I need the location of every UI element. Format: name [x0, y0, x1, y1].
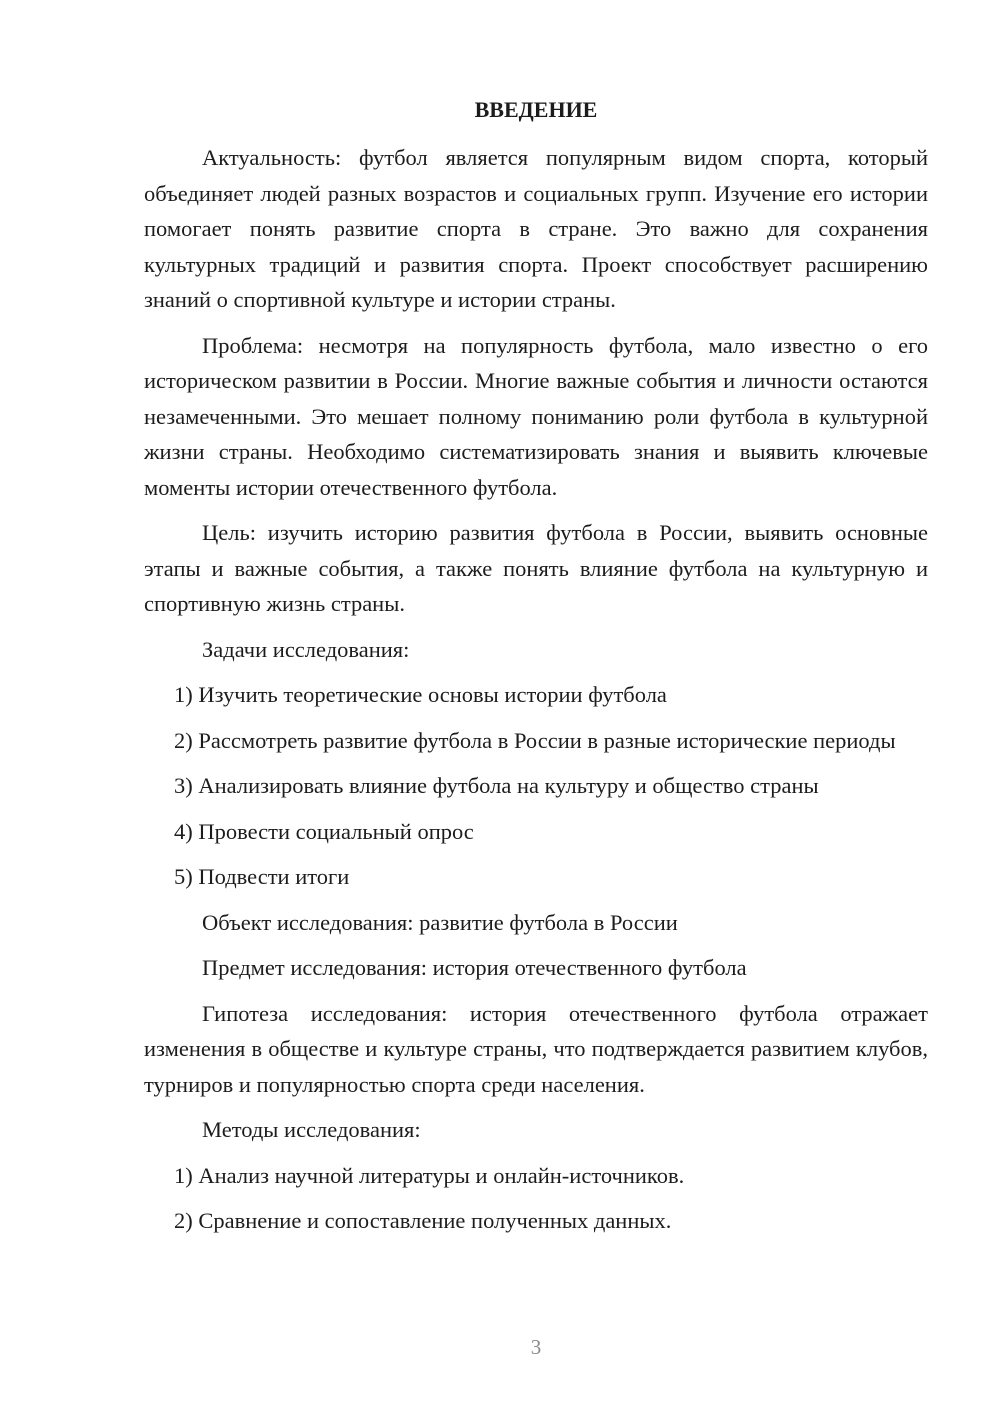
task-item: 3) Анализировать влияние футбола на культуру и общество страны: [174, 773, 819, 798]
page-number: 3: [530, 1335, 542, 1359]
task-item: 2) Рассмотреть развитие футбола в России в разные исторические периоды: [174, 727, 896, 753]
hypothesis-paragraph: Гипотеза исследования: история отечественного футбола отражает изменения в обществе и культуре страны, что подтверждается развитием клубов, турниров и популярностью спорта среди населения.: [144, 1000, 928, 1097]
methods-title: Методы исследования:: [202, 1117, 421, 1142]
subject-paragraph: Предмет исследования: история отечественного футбола: [202, 955, 747, 980]
tasks-title: Задачи исследования:: [202, 636, 410, 662]
object-paragraph: Объект исследования: развитие футбола в России: [202, 909, 678, 935]
task-item: 4) Провести социальный опрос: [174, 818, 474, 844]
page-body: [144, 94, 928, 1249]
relevance-paragraph: Актуальность: футбол является популярным видом спорта, который объединяет людей разных возрастов и социальных групп. Изучение его истории помогает понять развитие спорта в стране. Это важно для сохранения культурных традиций и развития спорта. Проект способствует расширению знаний о спортивной культуре и истории страны.: [144, 145, 928, 312]
goal-paragraph: Цель: изучить историю развития футбола в России, выявить основные этапы и важные события, а также понять влияние футбола на культурную и спортивную жизнь страны.: [144, 520, 928, 616]
method-item: 2) Сравнение и сопоставление полученных данных.: [174, 1208, 672, 1233]
task-item: 1) Изучить теоретические основы истории футбола: [174, 682, 667, 707]
task-item: 5) Подвести итоги: [174, 864, 350, 889]
method-item: 1) Анализ научной литературы и онлайн-источников.: [174, 1162, 685, 1188]
problem-paragraph: Проблема: несмотря на популярность футбола, мало известно о его историческом развитии в России. Многие важные события и личности остаются незамеченными. Это мешает полному пониманию роли футбола в культурной жизни страны. Необходимо систематизировать знания и выявить ключевые моменты истории отечественного футбола.: [144, 332, 928, 500]
section-heading: ВВЕДЕНИЕ: [474, 97, 598, 122]
